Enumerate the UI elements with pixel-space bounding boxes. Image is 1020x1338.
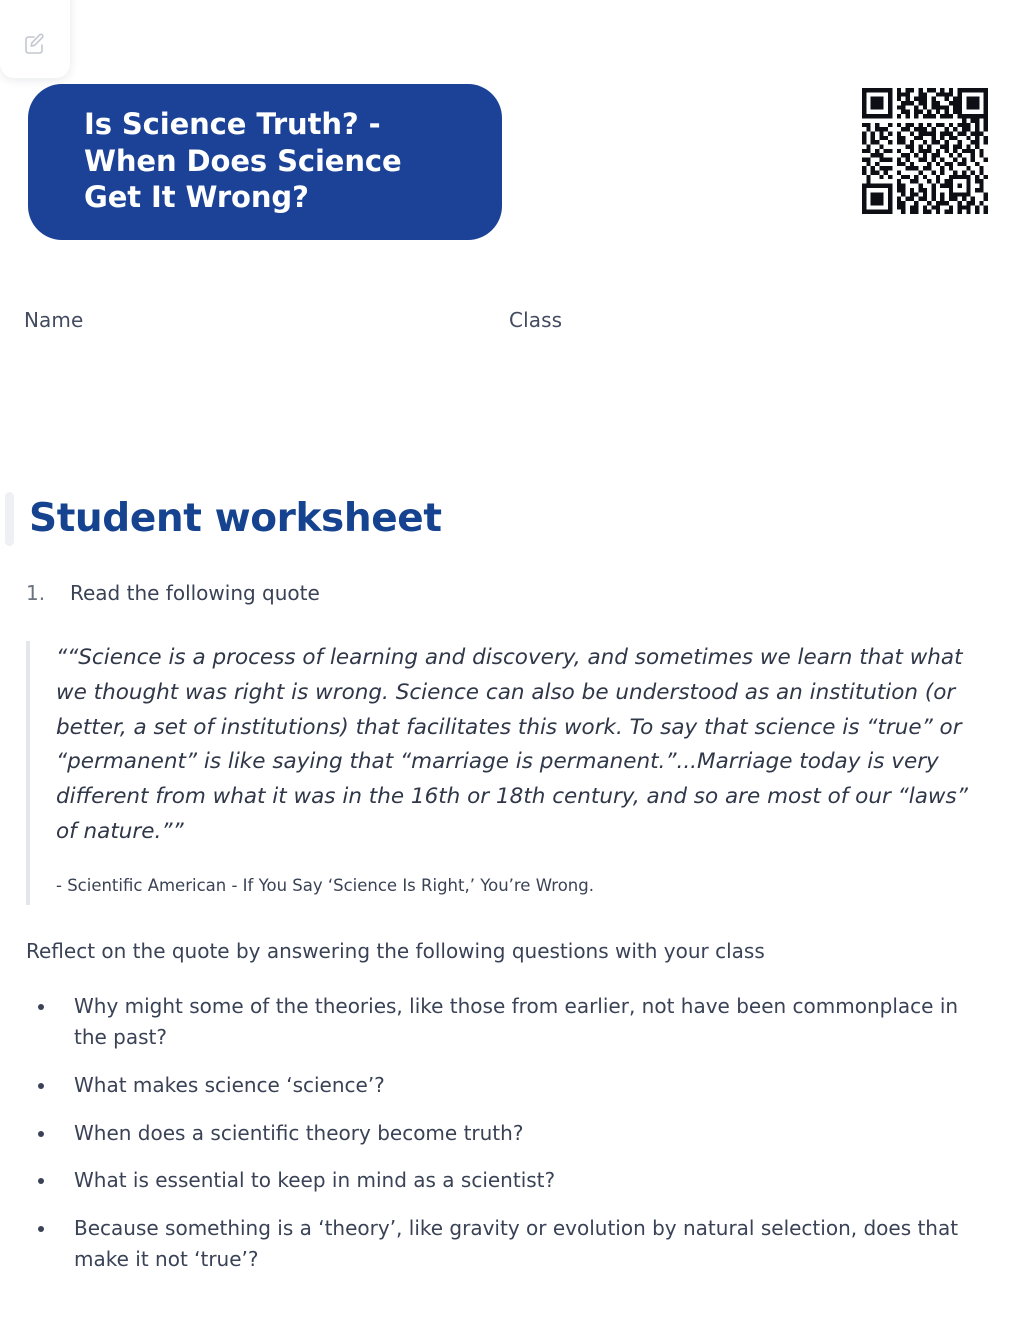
list-item: What is essential to keep in mind as a scientist? — [26, 1165, 994, 1197]
list-item: Why might some of the theories, like those from earlier, not have been commonplace in the past? — [26, 991, 994, 1054]
qr-code-icon — [862, 88, 988, 214]
class-label: Class — [509, 308, 563, 332]
page-title — [84, 106, 402, 216]
list-item: Because something is a ‘theory’, like gravity or evolution by natural selection, does that make it not ‘true’? — [26, 1213, 994, 1276]
quote-block — [26, 641, 994, 905]
page-title-line-1: Is Science Truth? - — [84, 107, 381, 141]
quote-text: ““Science is a process of learning and discovery, and sometimes we learn that what we thought was right is wrong. Science can also be understood as an institution (or better, a set of institutions) that facilitates this work. To say that science is “true” or “permanent” is like saying that “marriage is permanent.”...Marriage today is very different from what it was in the 16th or 18th century, and so are most of our “laws” of nature.”” — [56, 645, 968, 845]
list-item: When does a scientific theory become truth? — [26, 1118, 994, 1150]
section-header — [0, 492, 960, 546]
task-item-1 — [26, 580, 994, 607]
page-title-line-2: When Does Science — [84, 143, 402, 178]
title-banner — [28, 84, 502, 240]
task-text: Read the following quote — [70, 581, 320, 605]
list-item: What makes science ‘science’? — [26, 1070, 994, 1102]
name-label: Name — [24, 308, 84, 332]
student-meta-row — [24, 308, 964, 332]
qr-code[interactable] — [862, 88, 988, 214]
section-title: Student worksheet — [29, 495, 442, 541]
page-title-line-3: Get It Wrong? — [84, 180, 309, 215]
section-accent-bar — [5, 492, 14, 546]
reflection-prompt: Reflect on the quote by answering the following questions with your class — [26, 938, 765, 963]
edit-card[interactable] — [0, 0, 70, 78]
edit-square-icon[interactable] — [23, 32, 47, 56]
worksheet-content — [0, 580, 1020, 1292]
task-number: 1. — [26, 581, 46, 605]
reflection-questions-list — [26, 991, 994, 1276]
quote-citation: - Scientific American - If You Say ‘Science Is Right,’ You’re Wrong. — [56, 875, 594, 895]
